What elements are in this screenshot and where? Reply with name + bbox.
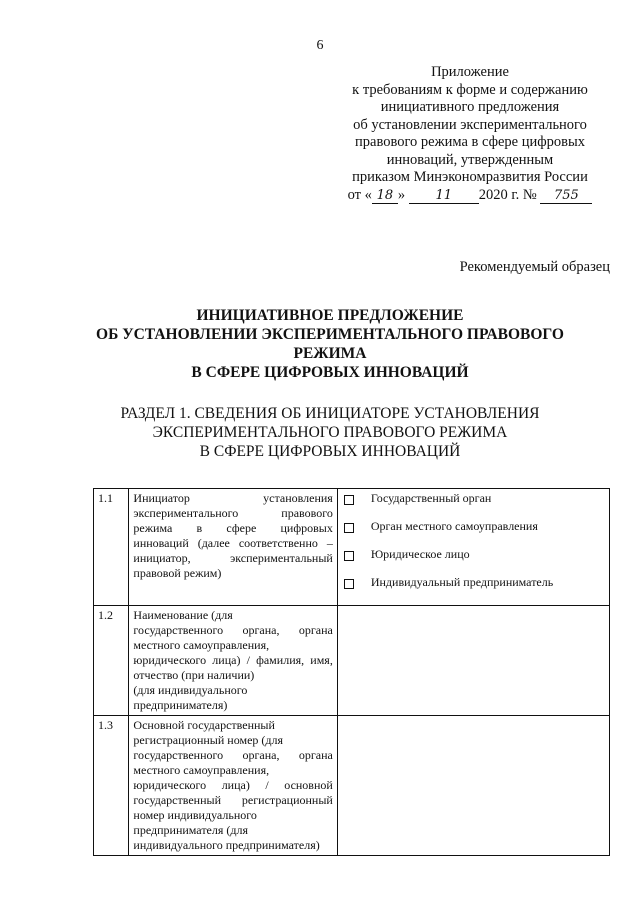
label-line: местного самоуправления,	[133, 638, 270, 652]
label-line: экспериментального правового	[133, 506, 333, 520]
appendix-block	[330, 64, 610, 204]
row-value-options	[337, 489, 609, 606]
row-value-empty[interactable]	[337, 606, 609, 716]
appendix-line: Приложение	[431, 64, 509, 80]
appendix-line: приказом Минэкономразвития России	[352, 169, 588, 185]
label-line: (для индивидуального	[133, 683, 248, 697]
page-number: 6	[316, 38, 324, 53]
sample-label: Рекомендуемый образец	[459, 259, 610, 275]
order-year: 2020 г. №	[478, 186, 537, 203]
row-number: 1.3	[94, 716, 129, 856]
label-line: местного самоуправления,	[133, 763, 270, 777]
row-label	[129, 716, 337, 856]
table-row	[94, 716, 610, 856]
checkbox-icon[interactable]	[344, 495, 354, 505]
checkbox-icon[interactable]	[344, 523, 354, 533]
label-line: предпринимателя)	[133, 698, 228, 712]
option-label: Юридическое лицо	[370, 547, 470, 561]
title-line: В СФЕРЕ ЦИФРОВЫХ ИННОВАЦИЙ	[191, 364, 469, 381]
label-line: индивидуального предпринимателя)	[133, 838, 320, 852]
label-line: государственного органа, органа	[133, 748, 333, 762]
row-value-empty[interactable]	[337, 716, 609, 856]
label-line: юридического лица) / основной	[133, 778, 333, 792]
section-title	[80, 404, 580, 461]
option-local-government[interactable]	[342, 519, 605, 534]
order-date-line	[330, 187, 610, 205]
option-individual-entrepreneur[interactable]	[342, 575, 605, 590]
appendix-line: инициативного предложения	[380, 99, 560, 115]
option-label: Орган местного самоуправления	[370, 519, 538, 533]
row-label	[129, 606, 337, 716]
date-mid: »	[397, 186, 406, 203]
section-line: В СФЕРЕ ЦИФРОВЫХ ИННОВАЦИЙ	[199, 443, 461, 460]
option-label: Государственный орган	[370, 491, 492, 505]
option-government-body[interactable]	[342, 491, 605, 506]
section-line: РАЗДЕЛ 1. СВЕДЕНИЯ ОБ ИНИЦИАТОРЕ УСТАНОВЛЕНИЯ	[120, 405, 540, 422]
label-line: юридического лица) / фамилия, имя,	[133, 653, 333, 667]
row-label	[129, 489, 337, 606]
order-month: 11	[409, 188, 479, 204]
checkbox-icon[interactable]	[344, 579, 354, 589]
document-title	[80, 306, 580, 382]
appendix-line: к требованиям к форме и содержанию	[352, 81, 588, 98]
label-line: регистрационный номер (для	[133, 733, 284, 747]
row-number: 1.1	[94, 489, 129, 606]
label-line: предпринимателя (для	[133, 823, 249, 837]
checkbox-icon[interactable]	[344, 551, 354, 561]
label-line: инноваций (далее соответственно –	[133, 536, 333, 550]
label-line: государственный регистрационный	[133, 793, 333, 807]
appendix-line: инноваций, утвержденным	[386, 151, 554, 168]
section-line: ЭКСПЕРИМЕНТАЛЬНОГО ПРАВОВОГО РЕЖИМА	[152, 424, 508, 441]
label-line: инициатор, экспериментальный	[133, 551, 333, 565]
label-line: отчество (при наличии)	[133, 668, 255, 682]
label-line: государственного органа, органа	[133, 623, 333, 637]
date-prefix: от «	[347, 186, 372, 203]
order-day: 18	[372, 188, 398, 204]
table-row	[94, 606, 610, 716]
table-row	[94, 489, 610, 606]
label-line: Инициатор установления	[133, 491, 333, 505]
appendix-line: об установлении экспериментального	[353, 116, 587, 133]
appendix-line: правового режима в сфере цифровых	[355, 134, 585, 150]
label-line: номер индивидуального	[133, 808, 257, 822]
title-line: РЕЖИМА	[293, 345, 367, 362]
label-line: Основной государственный	[133, 718, 275, 732]
label-line: правовой режим)	[133, 566, 222, 580]
label-line: Наименование (для	[133, 608, 233, 622]
title-line: ИНИЦИАТИВНОЕ ПРЕДЛОЖЕНИЕ	[196, 307, 464, 324]
title-line: ОБ УСТАНОВЛЕНИИ ЭКСПЕРИМЕНТАЛЬНОГО ПРАВОВОГО	[96, 326, 564, 343]
order-number: 755	[540, 188, 592, 204]
row-number: 1.2	[94, 606, 129, 716]
option-legal-entity[interactable]	[342, 547, 605, 562]
label-line: режима в сфере цифровых	[133, 521, 333, 535]
option-label: Индивидуальный предприниматель	[370, 575, 554, 589]
form-table	[93, 488, 610, 856]
